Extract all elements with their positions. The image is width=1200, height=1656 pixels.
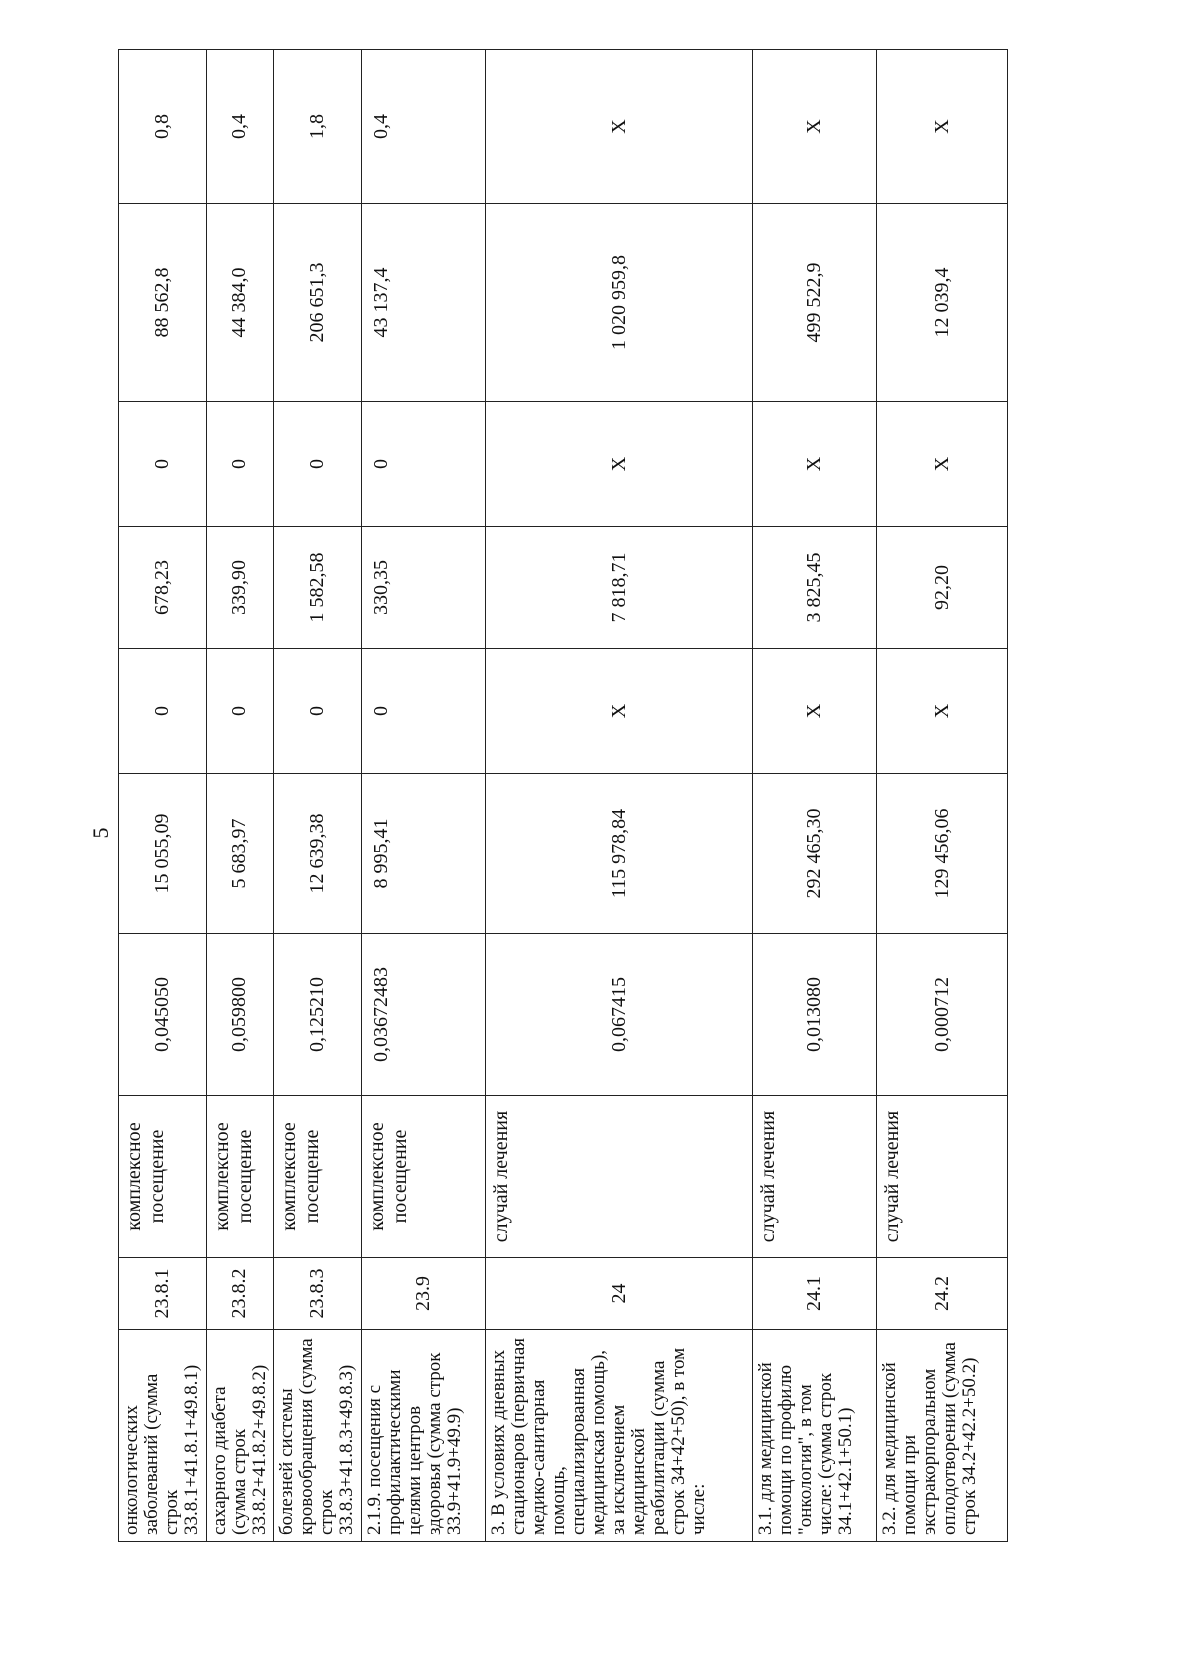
row-cost: 8 995,41 bbox=[361, 774, 485, 934]
row-code: 24.2 bbox=[877, 1258, 1008, 1330]
row-unit: случай лечения bbox=[486, 1096, 753, 1258]
row-col8: X bbox=[877, 402, 1008, 527]
row-norm: 0,013080 bbox=[753, 934, 877, 1096]
table-row bbox=[877, 50, 1008, 1542]
row-col7: 7 818,71 bbox=[486, 527, 753, 649]
row-code: 23.8.1 bbox=[119, 1258, 207, 1330]
row-cost: 115 978,84 bbox=[486, 774, 753, 934]
row-col9: 88 562,8 bbox=[119, 204, 207, 402]
row-cost: 15 055,09 bbox=[119, 774, 207, 934]
row-name: 2.1.9. посещения с профилактическими целями центров здоровья (сумма строк 33.9+41.9+49.9) bbox=[361, 1330, 485, 1542]
row-col10: 0,4 bbox=[361, 50, 485, 204]
row-cost: 5 683,97 bbox=[206, 774, 273, 934]
table-row bbox=[273, 50, 361, 1542]
row-norm: 0,059800 bbox=[206, 934, 273, 1096]
row-col9: 12 039,4 bbox=[877, 204, 1008, 402]
row-col6: 0 bbox=[206, 649, 273, 774]
row-col6: X bbox=[753, 649, 877, 774]
row-unit: комплексное посещение bbox=[273, 1096, 361, 1258]
row-unit: комплексное посещение bbox=[361, 1096, 485, 1258]
row-col9: 1 020 959,8 bbox=[486, 204, 753, 402]
row-col7: 678,23 bbox=[119, 527, 207, 649]
row-col10: X bbox=[753, 50, 877, 204]
data-table bbox=[118, 49, 1008, 1542]
row-name: 3. В условиях дневных стационаров (первичная медико-санитарная помощь, специализированная медицинская помощь), за исключением медицинской реабилитации (сумма строк 34+42+50), в том числе: bbox=[486, 1330, 753, 1542]
row-col10: X bbox=[486, 50, 753, 204]
row-code: 23.8.2 bbox=[206, 1258, 273, 1330]
table-row bbox=[361, 50, 485, 1542]
row-cost: 129 456,06 bbox=[877, 774, 1008, 934]
row-col9: 43 137,4 bbox=[361, 204, 485, 402]
row-col7: 92,20 bbox=[877, 527, 1008, 649]
row-col8: 0 bbox=[206, 402, 273, 527]
row-col6: X bbox=[486, 649, 753, 774]
row-unit: случай лечения bbox=[753, 1096, 877, 1258]
row-norm: 0,000712 bbox=[877, 934, 1008, 1096]
row-col7: 330,35 bbox=[361, 527, 485, 649]
row-col6: 0 bbox=[273, 649, 361, 774]
row-col10: 0,4 bbox=[206, 50, 273, 204]
table-row bbox=[486, 50, 753, 1542]
row-code: 23.8.3 bbox=[273, 1258, 361, 1330]
row-col10: 1,8 bbox=[273, 50, 361, 204]
row-col7: 339,90 bbox=[206, 527, 273, 649]
table-row bbox=[119, 50, 207, 1542]
row-col8: X bbox=[753, 402, 877, 527]
row-col10: X bbox=[877, 50, 1008, 204]
row-name: 3.2. для медицинской помощи при экстракорпоральном оплодотворении (сумма строк 34.2+42.2+50.2) bbox=[877, 1330, 1008, 1542]
row-name: сахарного диабета (сумма строк 33.8.2+41.8.2+49.8.2) bbox=[206, 1330, 273, 1542]
row-col9: 206 651,3 bbox=[273, 204, 361, 402]
row-col7: 3 825,45 bbox=[753, 527, 877, 649]
row-col6: 0 bbox=[119, 649, 207, 774]
row-cost: 292 465,30 bbox=[753, 774, 877, 934]
row-col9: 44 384,0 bbox=[206, 204, 273, 402]
row-name: 3.1. для медицинской помощи по профилю "онкология", в том числе: (сумма строк 34.1+42.1+50.1) bbox=[753, 1330, 877, 1542]
row-norm: 0,03672483 bbox=[361, 934, 485, 1096]
row-code: 24 bbox=[486, 1258, 753, 1330]
row-code: 23.9 bbox=[361, 1258, 485, 1330]
row-norm: 0,125210 bbox=[273, 934, 361, 1096]
row-code: 24.1 bbox=[753, 1258, 877, 1330]
row-cost: 12 639,38 bbox=[273, 774, 361, 934]
row-unit: случай лечения bbox=[877, 1096, 1008, 1258]
table-row bbox=[753, 50, 877, 1542]
row-name: болезней системы кровообращения (сумма строк 33.8.3+41.8.3+49.8.3) bbox=[273, 1330, 361, 1542]
page-number: 5 bbox=[88, 827, 113, 839]
row-col9: 499 522,9 bbox=[753, 204, 877, 402]
row-col6: 0 bbox=[361, 649, 485, 774]
rotated-table-container bbox=[118, 50, 1008, 1542]
row-col8: 0 bbox=[361, 402, 485, 527]
table-row bbox=[206, 50, 273, 1542]
row-col6: X bbox=[877, 649, 1008, 774]
row-norm: 0,045050 bbox=[119, 934, 207, 1096]
row-unit: комплексное посещение bbox=[119, 1096, 207, 1258]
row-col8: 0 bbox=[119, 402, 207, 527]
row-col8: 0 bbox=[273, 402, 361, 527]
row-col10: 0,8 bbox=[119, 50, 207, 204]
row-unit: комплексное посещение bbox=[206, 1096, 273, 1258]
row-col7: 1 582,58 bbox=[273, 527, 361, 649]
row-col8: X bbox=[486, 402, 753, 527]
row-norm: 0,067415 bbox=[486, 934, 753, 1096]
row-name: онкологических заболеваний (сумма строк 33.8.1+41.8.1+49.8.1) bbox=[119, 1330, 207, 1542]
